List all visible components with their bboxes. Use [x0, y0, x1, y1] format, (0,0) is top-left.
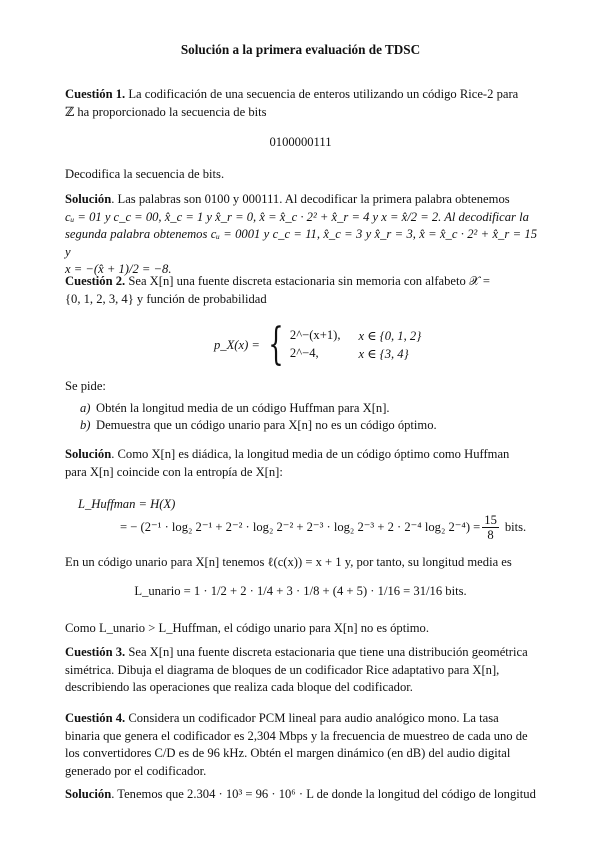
- entropy-denominator: 8: [487, 528, 494, 542]
- question-2: [65, 273, 537, 308]
- solution-2-line-2: para X[n] coincide con la entropía de X[n]:: [65, 464, 283, 479]
- list-marker-a: a): [80, 401, 91, 415]
- case-1-value: 2^−(x+1),: [289, 328, 341, 342]
- solution-4: [65, 786, 537, 804]
- solution-2-line-3: En un código unario para X[n] tenemos ℓ(c(x)) = x + 1 y, por tanto, su longitud media es: [65, 555, 512, 569]
- question-2-line-1: Sea X[n] una fuente discreta estacionaria sin memoria con alfabeto 𝒳 =: [128, 274, 491, 288]
- solution-2-line-1: . Como X[n] es diádica, la longitud media de un código óptimo como Huffman: [111, 447, 510, 461]
- list-text-a: Obtén la longitud media de un código Huffman para X[n].: [96, 401, 390, 415]
- huffman-equation-rhs: [120, 513, 526, 542]
- question-3-line-1: Sea X[n] una fuente discreta estacionaria que tiene una distribución geométrica: [128, 645, 528, 659]
- question-4: [65, 710, 537, 780]
- solution-4-label: Solución: [65, 787, 112, 801]
- question-2-label: Cuestión 2.: [65, 274, 126, 288]
- list-text-b: Demuestra que un código unario para X[n] no es un código óptimo.: [96, 418, 437, 432]
- question-3-line-2: simétrica. Dibuja el diagrama de bloques de un codificador Rice adaptativo para X[n],: [65, 662, 500, 677]
- question-1-line-2: ℤ ha proporcionado la secuencia de bits: [65, 104, 267, 119]
- question-1-line-1: La codificación de una secuencia de enteros utilizando un código Rice-2 para: [128, 87, 519, 101]
- solution-2-label: Solución: [65, 447, 112, 461]
- question-1-label: Cuestión 1.: [65, 87, 126, 101]
- question-1-instruction: Decodifica la secuencia de bits.: [65, 167, 225, 181]
- list-marker-b: b): [80, 418, 91, 432]
- entropy-fraction: [482, 513, 499, 542]
- unary-length-equation: L_unario = 1 · 1/2 + 2 · 1/4 + 3 · 1/8 + (4 + 5) · 1/16 = 31/16 bits.: [134, 584, 467, 598]
- solution-1-line-1: . Las palabras son 0100 y 000111. Al decodificar la primera palabra obtenemos: [111, 192, 510, 206]
- question-4-line-2: binaria que genera el codificador es 2,304 Mbps y la frecuencia de muestreo de cada uno de: [65, 728, 528, 743]
- question-2-line-2: {0, 1, 2, 3, 4} y función de probabilidad: [65, 291, 267, 306]
- entropy-numerator: 15: [484, 513, 497, 527]
- document-title: Solución a la primera evaluación de TDSC: [180, 42, 421, 57]
- question-4-line-4: generado por el codificador.: [65, 763, 207, 778]
- question-4-line-3: los convertidores C/D es de 96 kHz. Obtén el margen dinámico (en dB) del audio digital: [65, 746, 511, 760]
- pmf-equation: [214, 319, 422, 370]
- solution-2: [65, 446, 537, 481]
- solution-1: [65, 191, 537, 279]
- question-3-line-3: describiendo las operaciones que realiza cada bloque del codificador.: [65, 680, 413, 694]
- entropy-expression: = − (2⁻¹ · log₂ 2⁻¹ + 2⁻² · log₂ 2⁻² + 2⁻³ · log₂ 2⁻³ + 2 · 2⁻⁴ log₂ 2⁻⁴) =: [120, 519, 481, 534]
- bit-sequence: 0100000111: [269, 135, 332, 149]
- entropy-unit: bits.: [504, 519, 527, 534]
- huffman-equation-lhs: L_Huffman = H(X): [78, 497, 176, 511]
- solution-4-line-1: . Tenemos que 2.304 · 10³ = 96 · 10⁶ · L de donde la longitud del código de longitud: [111, 787, 536, 801]
- pmf-cases: [290, 328, 421, 362]
- question-2-ask: Se pide:: [65, 379, 106, 393]
- solution-1-label: Solución: [65, 192, 112, 206]
- solution-1-line-4: x = −(x̂ + 1)/2 = −8.: [65, 262, 172, 276]
- left-brace: {: [268, 319, 284, 370]
- case-1-condition: x ∈ {0, 1, 2}: [358, 329, 422, 343]
- solution-1-line-3: segunda palabra obtenemos cᵤ = 0001 y c_c = 11, x̂_c = 3 y x̂_r = 3, x̂ = x̂_c · 2² + x̂_r = 15 y: [65, 227, 537, 259]
- solution-2-line-4: Como L_unario > L_Huffman, el código unario para X[n] no es óptimo.: [65, 621, 429, 635]
- list-item-b: [80, 417, 540, 435]
- pmf-lhs: p_X(x) =: [214, 337, 260, 352]
- question-1: [65, 86, 537, 121]
- case-2-condition: x ∈ {3, 4}: [358, 347, 409, 361]
- case-2-value: 2^−4,: [289, 346, 319, 360]
- question-4-label: Cuestión 4.: [65, 711, 126, 725]
- solution-1-line-2: cᵤ = 01 y c_c = 00, x̂_c = 1 y x̂_r = 0, x̂ = x̂_c · 2² + x̂_r = 4 y x = x̂/2 = 2. Al decodificar la: [65, 209, 529, 224]
- question-4-line-1: Considera un codificador PCM lineal para audio analógico mono. La tasa: [128, 711, 499, 725]
- question-3-label: Cuestión 3.: [65, 645, 126, 659]
- list-item-a: [80, 400, 540, 418]
- question-3: [65, 644, 537, 697]
